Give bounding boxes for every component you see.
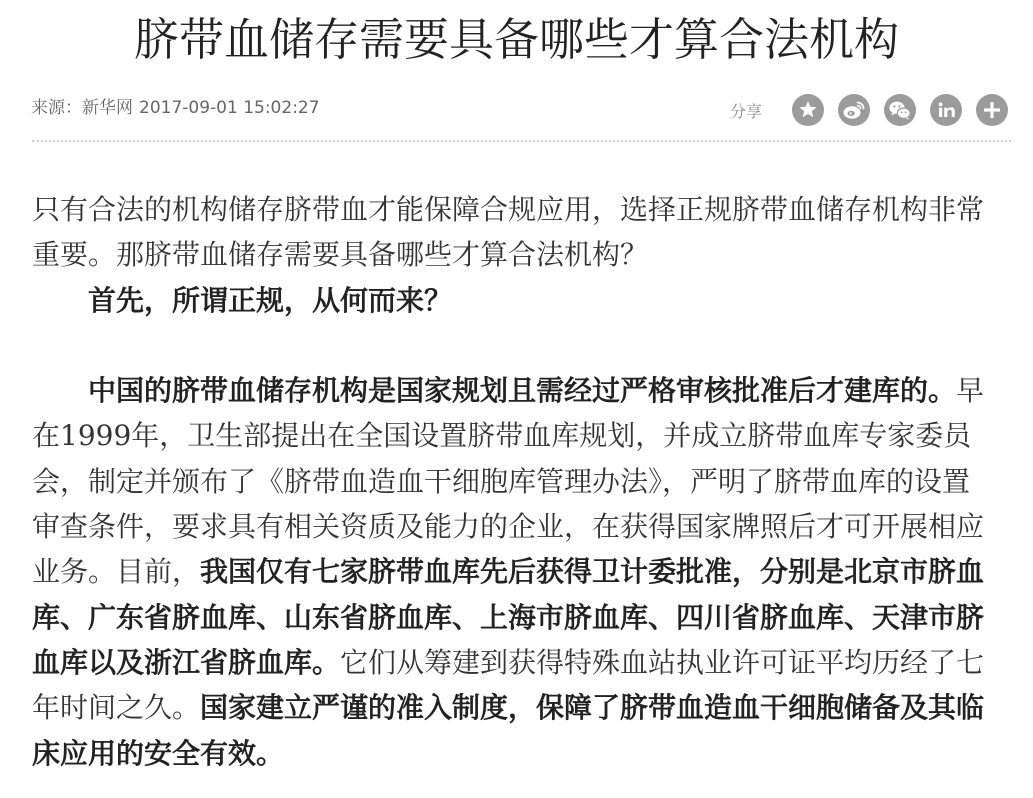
article-subheading xyxy=(32,278,1022,323)
emphasized-text-run: 血库以及浙江省脐血库。 xyxy=(32,645,341,679)
share-weibo-button[interactable] xyxy=(838,94,870,126)
wechat-icon xyxy=(884,94,916,126)
emphasized-text-run: 我国仅有七家脐带血库先后获得卫计委批准，分别是北京市脐血 xyxy=(200,555,985,589)
source-name: 新华网 xyxy=(82,98,133,118)
article-line xyxy=(32,640,1022,685)
text-run: 只有合法的机构储存脐带血才能保障合规应用，选择正规脐带血储存机构非常 xyxy=(32,193,985,226)
article-line xyxy=(32,459,1022,504)
linkedin-icon xyxy=(930,94,962,126)
share-wechat-button[interactable] xyxy=(884,94,916,126)
article-line xyxy=(32,685,1022,730)
emphasized-text-run: 首先，所谓正规，从何而来？ xyxy=(88,283,453,317)
article-line xyxy=(32,413,1022,458)
text-run: 会，制定并颁布了《脐带血造血干细胞库管理办法》，严明了脐带血库的设置 xyxy=(32,464,971,498)
more-icon xyxy=(976,94,1008,126)
article-line xyxy=(32,232,1022,277)
article-body xyxy=(32,187,1022,776)
article-line xyxy=(32,595,1022,640)
text-run: 年时间之久。 xyxy=(32,691,201,725)
share-linkedin-button[interactable] xyxy=(930,94,962,126)
article-title: 脐带血储存需要具备哪些才算合法机构 xyxy=(133,13,899,66)
share-bar xyxy=(730,94,1008,126)
share-label: 分享 xyxy=(729,101,762,121)
text-run: 在1999年，卫生部提出在全国设置脐带血库规划，并成立脐带血库专家委员 xyxy=(32,419,972,453)
text-run: 审查条件，要求具有相关资质及能力的企业，在获得国家牌照后才可开展相应 xyxy=(32,510,985,544)
emphasized-text-run: 库、广东省脐血库、山东省脐血库、上海市脐血库、四川省脐血库、天津市脐 xyxy=(32,600,985,634)
share-more-button[interactable] xyxy=(976,94,1008,126)
source-label: 来源： xyxy=(31,98,82,118)
article-line xyxy=(32,731,1022,776)
article-line xyxy=(32,187,1022,232)
article-line xyxy=(32,368,1022,413)
qzone-icon xyxy=(792,94,824,126)
emphasized-text-run: 床应用的安全有效。 xyxy=(32,736,285,770)
emphasized-text-run: 国家建立严谨的准入制度，保障了脐带血造血干细胞储备及其临 xyxy=(200,691,985,725)
article-line xyxy=(32,549,1022,594)
weibo-icon xyxy=(838,94,870,126)
article-meta xyxy=(31,96,320,120)
text-run: 早 xyxy=(956,374,985,408)
text-run: 业务。目前， xyxy=(32,555,201,589)
blank-line xyxy=(32,323,1022,368)
share-qzone-button[interactable] xyxy=(792,94,824,126)
article-line xyxy=(32,504,1022,549)
meta-divider xyxy=(32,140,1011,142)
text-run: 它们从筹建到获得特殊血站执业许可证平均历经了七 xyxy=(340,645,985,679)
text-run: 重要。那脐带血储存需要具备哪些才算合法机构？ xyxy=(32,238,649,272)
publish-datetime: 2017-09-01 15:02:27 xyxy=(139,98,320,118)
emphasized-text-run: 中国的脐带血储存机构是国家规划且需经过严格审核批准后才建库的。 xyxy=(88,374,957,408)
